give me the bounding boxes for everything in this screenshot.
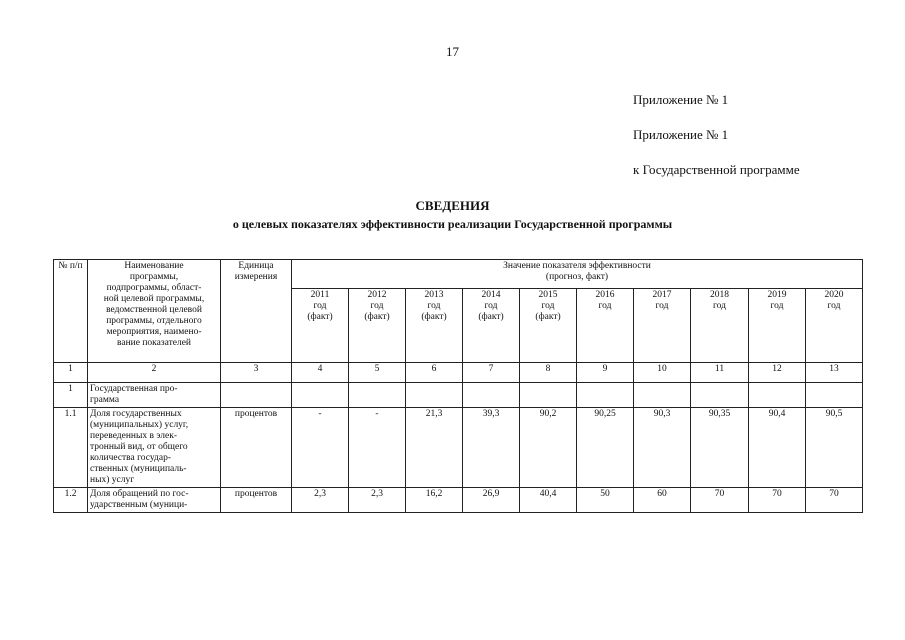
- appendix-line-2: Приложение № 1: [633, 127, 729, 142]
- header-name-line: подпрограммы, област-: [106, 283, 202, 293]
- appendix-line-3: к Государственной программе: [633, 162, 800, 177]
- row-name-line: Доля обращений по гос-: [90, 489, 189, 499]
- row-name-line: (муниципальных) услуг,: [90, 420, 189, 430]
- row-num: 1.1: [54, 408, 88, 488]
- row-value: 90,35: [691, 408, 749, 488]
- row-name: [88, 408, 221, 488]
- row-value: 50: [577, 488, 634, 513]
- row-name: [88, 488, 221, 513]
- header-value-group-line: (прогноз, факт): [545, 272, 609, 282]
- row-value: 70: [749, 488, 806, 513]
- header-year-2018: 2018 год: [691, 289, 749, 363]
- column-number: 7: [463, 363, 520, 383]
- column-number: 3: [221, 363, 292, 383]
- header-year-2013: 2013 год (факт): [406, 289, 463, 363]
- column-number: 2: [88, 363, 221, 383]
- column-number: 6: [406, 363, 463, 383]
- header-num: [54, 260, 88, 363]
- header-name-line: программы, отдельного: [106, 316, 202, 326]
- column-number: 1: [54, 363, 88, 383]
- column-number: 8: [520, 363, 577, 383]
- row-value: 90,3: [634, 408, 691, 488]
- header-name-line: вание показателей: [117, 338, 191, 348]
- table-row: [54, 488, 863, 513]
- header-year-2019: 2019 год: [749, 289, 806, 363]
- row-unit: [221, 383, 292, 408]
- column-number: 9: [577, 363, 634, 383]
- column-number: 4: [292, 363, 349, 383]
- row-name-line: ударственным (муници-: [90, 500, 188, 510]
- row-num: 1.2: [54, 488, 88, 513]
- column-number: 10: [634, 363, 691, 383]
- row-value: [406, 383, 463, 408]
- row-unit: процентов: [221, 408, 292, 488]
- appendix-line-1: Приложение № 1: [633, 92, 729, 107]
- row-value: 26,9: [463, 488, 520, 513]
- column-numbers-row: [54, 363, 863, 383]
- column-number: 11: [691, 363, 749, 383]
- row-value: 60: [634, 488, 691, 513]
- header-value-group-line: Значение показателя эффективности: [503, 261, 651, 271]
- row-value: [349, 383, 406, 408]
- row-name-line: Доля государственных: [90, 409, 182, 419]
- row-value: [749, 383, 806, 408]
- row-value: 39,3: [463, 408, 520, 488]
- row-value: -: [349, 408, 406, 488]
- header-name: [88, 260, 221, 363]
- row-value: [463, 383, 520, 408]
- row-name: [88, 383, 221, 408]
- page-number: 17: [446, 44, 459, 59]
- row-value: [634, 383, 691, 408]
- row-name-line: ственных (муниципаль-: [90, 464, 187, 474]
- row-value: [691, 383, 749, 408]
- header-name-line: программы,: [129, 272, 179, 282]
- row-value: 90,2: [520, 408, 577, 488]
- row-name-line: Государственная про-: [90, 384, 178, 394]
- header-year-2011: 2011 год (факт): [292, 289, 349, 363]
- row-value: 16,2: [406, 488, 463, 513]
- row-value: 21,3: [406, 408, 463, 488]
- header-value-group: [292, 260, 863, 289]
- header-year-2020: 2020 год: [806, 289, 863, 363]
- row-value: [806, 383, 863, 408]
- indicators-table: [53, 259, 863, 513]
- column-number: 12: [749, 363, 806, 383]
- header-name-line: ведомственной целевой: [106, 305, 202, 315]
- header-name-line: мероприятия, наимено-: [106, 327, 202, 337]
- row-value: 70: [806, 488, 863, 513]
- row-value: 70: [691, 488, 749, 513]
- row-name-line: ных) услуг: [90, 475, 135, 485]
- document-subtitle: о целевых показателях эффективности реализации Государственной программы: [232, 217, 673, 231]
- row-value: [520, 383, 577, 408]
- header-unit: [221, 260, 292, 363]
- header-year-2014: 2014 год (факт): [463, 289, 520, 363]
- row-value: [577, 383, 634, 408]
- row-name-line: грамма: [90, 395, 120, 405]
- header-year-2012: 2012 год (факт): [349, 289, 406, 363]
- row-num: 1: [54, 383, 88, 408]
- row-name-line: количества государ-: [90, 453, 171, 463]
- row-value: 40,4: [520, 488, 577, 513]
- row-unit: процентов: [221, 488, 292, 513]
- row-name-line: переведенных в элек-: [90, 431, 178, 441]
- row-value: 90,4: [749, 408, 806, 488]
- header-name-line: Наименование: [124, 261, 184, 271]
- header-row-1: [54, 260, 863, 289]
- header-unit-line: измерения: [234, 272, 278, 282]
- row-name-line: тронный вид, от общего: [90, 442, 188, 452]
- row-value: 2,3: [349, 488, 406, 513]
- row-value: 90,25: [577, 408, 634, 488]
- document-title: СВЕДЕНИЯ: [415, 198, 490, 213]
- row-value: [292, 383, 349, 408]
- header-unit-line: Единица: [238, 261, 274, 271]
- header-year-2017: 2017 год: [634, 289, 691, 363]
- row-value: 2,3: [292, 488, 349, 513]
- row-value: 90,5: [806, 408, 863, 488]
- row-value: -: [292, 408, 349, 488]
- header-year-2015: 2015 год (факт): [520, 289, 577, 363]
- header-num-text: № п/п: [58, 261, 83, 271]
- column-number: 5: [349, 363, 406, 383]
- header-name-line: ной целевой программы,: [103, 294, 205, 304]
- header-year-2016: 2016 год: [577, 289, 634, 363]
- table-row: [54, 383, 863, 408]
- table-row: [54, 408, 863, 488]
- column-number: 13: [806, 363, 863, 383]
